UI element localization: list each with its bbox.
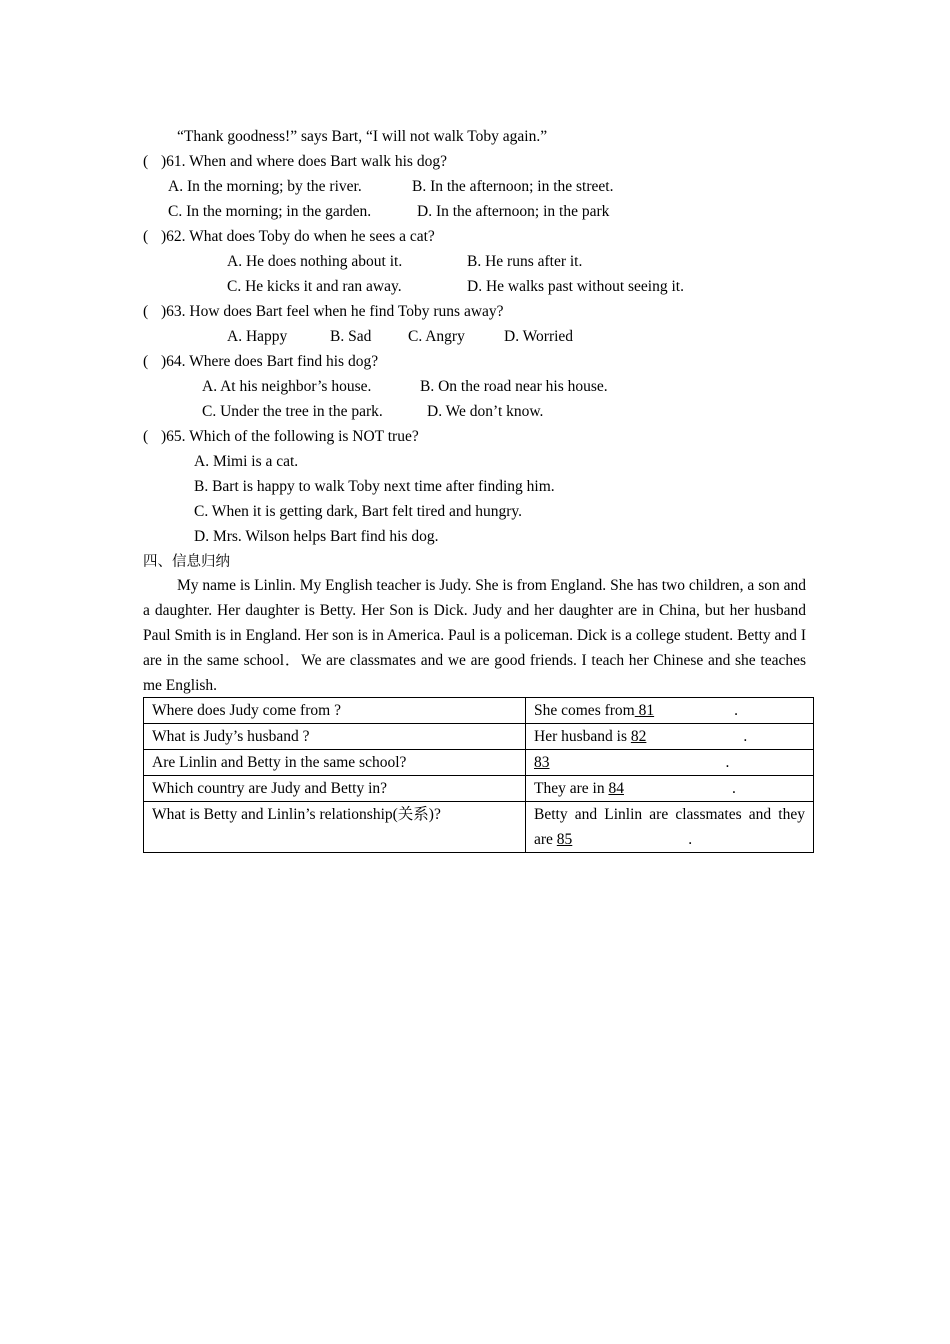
story-closing-line: “Thank goodness!” says Bart, “I will not walk Toby again.” <box>177 128 548 145</box>
answer-cell: Her husband is 82 . <box>526 724 814 750</box>
blank-81[interactable]: 81 <box>638 702 655 719</box>
option-c: C. He kicks it and ran away. <box>227 278 402 295</box>
option-d: D. He walks past without seeing it. <box>467 278 684 295</box>
option-b: B. On the road near his house. <box>420 378 608 395</box>
option-b: B. Sad <box>330 328 372 345</box>
section-heading: 四、信息归纳 <box>143 554 230 570</box>
table-row <box>144 802 814 853</box>
option-c: C. Under the tree in the park. <box>202 403 383 420</box>
passage-text: My name is Linlin. My English teacher is Judy. She is from England. She has two children, a son and a daughter. Her daughter is Betty. Her Son is Dick. Judy and her daughter are in China, but her husband Paul Smith is in England. Her son is in America. Paul is a policeman. Dick is a college student. Betty and I are in the same school．We are classmates and we are good friends. I teach her Chinese and she teaches me English. <box>143 577 806 694</box>
option-d: D. We don’t know. <box>427 403 544 420</box>
question-cell: Which country are Judy and Betty in? <box>144 776 526 802</box>
answer-paren: ( <box>143 153 149 170</box>
option-a: A. At his neighbor’s house. <box>202 378 372 395</box>
question-cell: What is Betty and Linlin’s relationship(关系)? <box>144 802 526 853</box>
option-b: B. In the afternoon; in the street. <box>412 178 614 195</box>
q65-option-b: B. Bart is happy to walk Toby next time after finding him. <box>194 478 555 495</box>
answer-paren: ( <box>143 428 149 445</box>
option-c: C. Angry <box>408 328 465 345</box>
option-d: D. In the afternoon; in the park <box>417 203 610 220</box>
q65-option-d: D. Mrs. Wilson helps Bart find his dog. <box>194 528 439 545</box>
option-a: A. Happy <box>227 328 288 345</box>
question-stem: )63. How does Bart feel when he find Toby runs away? <box>161 303 504 320</box>
info-table <box>143 697 814 853</box>
question-cell: What is Judy’s husband ? <box>144 724 526 750</box>
option-a: A. He does nothing about it. <box>227 253 403 270</box>
option-c: C. In the morning; in the garden. <box>168 203 372 220</box>
answer-paren: ( <box>143 303 149 320</box>
option-a: A. In the morning; by the river. <box>168 178 362 195</box>
table-row <box>144 750 814 776</box>
blank-83[interactable]: 83 <box>534 754 550 771</box>
question-cell: Are Linlin and Betty in the same school? <box>144 750 526 776</box>
answer-cell: They are in 84 . <box>526 776 814 802</box>
table-row <box>144 776 814 802</box>
q65-option-c: C. When it is getting dark, Bart felt tired and hungry. <box>194 503 523 520</box>
answer-cell: She comes from 81 . <box>526 698 814 724</box>
q65-option-a: A. Mimi is a cat. <box>194 453 299 470</box>
blank-85[interactable]: 85 <box>556 831 573 848</box>
answer-cell: 83 . <box>526 750 814 776</box>
question-stem: )64. Where does Bart find his dog? <box>161 353 379 370</box>
blank-82[interactable]: 82 <box>630 728 647 745</box>
section4-passage <box>143 573 806 698</box>
answer-cell: Betty and Linlin are classmates and they are 85 . <box>526 802 814 853</box>
table-row <box>144 698 814 724</box>
answer-paren: ( <box>143 228 149 245</box>
question-stem: )62. What does Toby do when he sees a cat? <box>161 228 435 245</box>
answer-paren: ( <box>143 353 149 370</box>
question-cell: Where does Judy come from ? <box>144 698 526 724</box>
blank-84[interactable]: 84 <box>608 780 624 797</box>
question-stem: )61. When and where does Bart walk his dog? <box>161 153 447 170</box>
table-row <box>144 724 814 750</box>
option-d: D. Worried <box>504 328 574 345</box>
question-stem: )65. Which of the following is NOT true? <box>161 428 419 445</box>
option-b: B. He runs after it. <box>467 253 583 270</box>
